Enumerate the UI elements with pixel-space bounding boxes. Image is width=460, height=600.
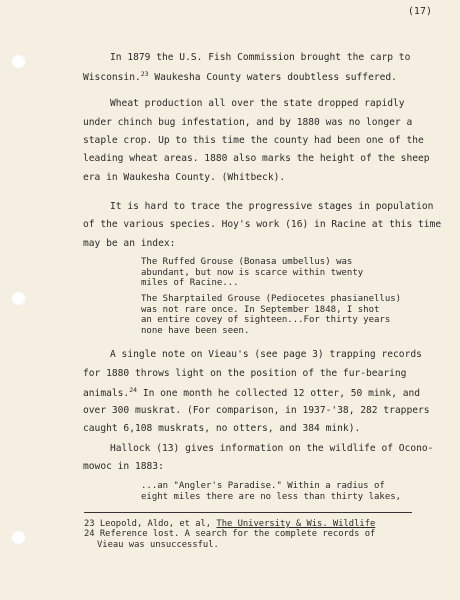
footnote-ref-23: 23 [140,70,149,78]
quote-line: eight miles there are no less than thirty lakes, [141,491,402,502]
para4-line1: A single note on Vieau's (see page 3) trapping records [110,349,422,360]
footnote-ref-24: 24 [129,386,138,394]
para5-line2: mowoc in 1883: [83,461,164,472]
para2-line5: era in Waukesha County. (Whitbeck). [83,172,286,183]
binder-hole [11,291,26,306]
quote-line: miles of Racine... [141,278,239,288]
para2-line4: leading wheat areas. 1880 also marks the height of the sheep [83,153,430,164]
para2-line1: Wheat production all over the state dropped rapidly [110,98,405,109]
footnote-24-cont: Vieau was unsuccessful. [97,540,219,550]
quote-line: was not rare once. In September 1848, I shot [141,304,380,315]
block-quote [141,294,401,336]
para1-line1: In 1879 the U.S. Fish Commission brought the carp to [110,52,411,63]
binder-hole [11,54,26,69]
cited-title: The University & Wis. Wildlife [216,519,376,529]
quote-line: The Sharptailed Grouse (Pediocetes phasianellus) [141,294,402,304]
quote-line: an entire covey of sighteen...For thirty years [141,315,391,325]
para3-line1: It is hard to trace the progressive stages in population [110,201,434,212]
quote-line: The Ruffed Grouse (Bonasa umbellus) was [141,257,353,267]
para4-line5: caught 6,108 muskrats, no otters, and 384 mink). [83,423,361,434]
footnote-23: 23 Leopold, Aldo, et al, The University & Wis. Wildlife [84,519,376,529]
quote-line: none have been seen. [141,325,250,336]
para4-line3: animals.$^{24}$ In one month he collected 12 otter, 50 mink, and [83,386,421,399]
para2-line2: under chinch bug infestation, and by 1880 was no longer a [83,117,413,128]
para4-line4: over 300 muskrat. (For comparison, in 1937-'38, 282 trappers [83,405,430,416]
quote-line: ...an "Angler's Paradise." Within a radius of [141,481,385,491]
quote-line: abundant, but now is scarce within twenty [141,267,364,278]
block-quote [141,257,363,289]
block-quote [141,481,401,502]
para1-line2: Wisconsin.$^{23}$ Waukesha County waters doubtless suffered. [83,70,397,83]
para3-line3: may be an index: [83,238,176,249]
binder-hole [11,530,26,545]
footnote-24: 24 Reference lost. A search for the complete records of [84,529,376,539]
para2-line3: staple crop. Up to this time the county had been one of the [83,135,424,146]
para4-line2: for 1880 throws light on the position of the fur-bearing [83,368,407,379]
page-number: (17) [407,6,432,17]
para3-line2: of the various species. Hoy's work (16) in Racine at this time [83,219,442,230]
para5-line1: Hallock (13) gives information on the wildlife of Ocono- [110,443,434,454]
footnote-divider [84,512,412,513]
